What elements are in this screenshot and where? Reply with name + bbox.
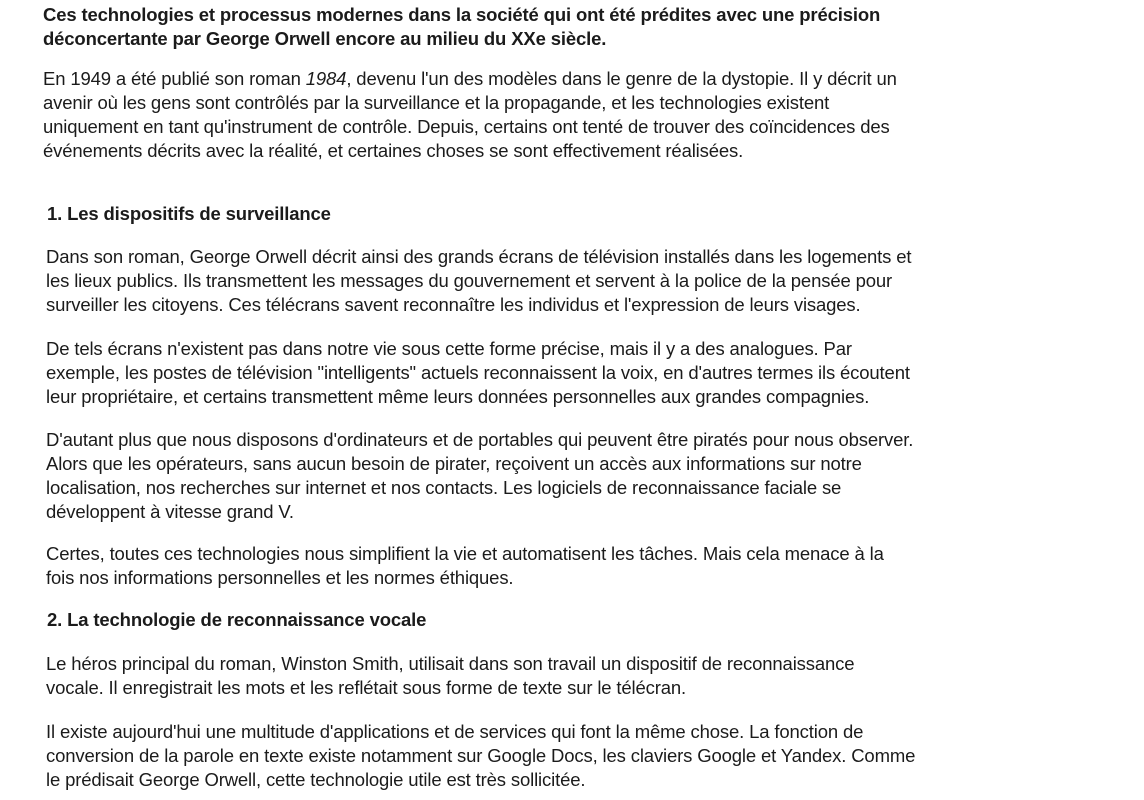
paragraph-line: le prédisait George Orwell, cette technologie utile est très sollicitée. <box>46 769 586 790</box>
intro-line: avenir où les gens sont contrôlés par la surveillance et la propagande, et les technologies existent <box>43 92 830 113</box>
section2-paragraph-1 <box>46 652 854 700</box>
paragraph-line: surveiller les citoyens. Ces télécrans savent reconnaître les individus et l'expression de leurs visages. <box>46 294 861 315</box>
paragraph-line: vocale. Il enregistrait les mots et les reflétait sous forme de texte sur le télécran. <box>46 677 687 698</box>
paragraph-line: exemple, les postes de télévision "intelligents" actuels reconnaissent la voix, en d'autres termes ils écoutent <box>46 362 910 383</box>
section1-paragraph-4 <box>46 542 884 590</box>
paragraph-line: De tels écrans n'existent pas dans notre vie sous cette forme précise, mais il y a des analogues. Par <box>46 338 852 359</box>
section2-heading: 2. La technologie de reconnaissance vocale <box>47 609 427 630</box>
paragraph-line: Dans son roman, George Orwell décrit ainsi des grands écrans de télévision installés dans les logements et <box>46 246 912 267</box>
section1-paragraph-1 <box>46 245 911 317</box>
paragraph-line: les lieux publics. Ils transmettent les messages du gouvernement et servent à la police de la pensée pour <box>46 270 893 291</box>
paragraph-line: Certes, toutes ces technologies nous simplifient la vie et automatisent les tâches. Mais cela menace à la <box>46 543 884 564</box>
intro-text: En 1949 a été publié son roman <box>43 68 306 89</box>
intro-line: uniquement en tant qu'instrument de contrôle. Depuis, certains ont tenté de trouver des coïncidences des <box>43 116 890 137</box>
lead-line: déconcertante par George Orwell encore au milieu du XXe siècle. <box>43 28 607 49</box>
paragraph-line: Il existe aujourd'hui une multitude d'applications et de services qui font la même chose. La fonction de <box>46 721 864 742</box>
intro-paragraph <box>43 67 897 163</box>
paragraph-line: conversion de la parole en texte existe notamment sur Google Docs, les claviers Google et Yandex. Comme <box>46 745 916 766</box>
section2-paragraph-2 <box>46 720 915 792</box>
section1-paragraph-3 <box>46 428 913 524</box>
paragraph-line: fois nos informations personnelles et les normes éthiques. <box>46 567 514 588</box>
novel-title: 1984 <box>305 68 347 89</box>
paragraph-line: développent à vitesse grand V. <box>46 501 294 522</box>
intro-line <box>43 67 897 91</box>
paragraph-line: Le héros principal du roman, Winston Smith, utilisait dans son travail un dispositif de reconnaissance <box>46 653 855 674</box>
paragraph-line: D'autant plus que nous disposons d'ordinateurs et de portables qui peuvent être piratés pour nous observer. <box>46 429 914 450</box>
paragraph-line: Alors que les opérateurs, sans aucun besoin de pirater, reçoivent un accès aux informations sur notre <box>46 453 862 474</box>
paragraph-line: localisation, nos recherches sur internet et nos contacts. Les logiciels de reconnaissance faciale se <box>46 477 842 498</box>
intro-line: événements décrits avec la réalité, et certaines choses se sont effectivement réalisées. <box>43 140 744 161</box>
section1-heading: 1. Les dispositifs de surveillance <box>47 203 331 224</box>
paragraph-line: leur propriétaire, et certains transmettent même leurs données personnelles aux grandes compagnies. <box>46 386 870 407</box>
section1-paragraph-2 <box>46 337 910 409</box>
intro-text: , devenu l'un des modèles dans le genre de la dystopie. Il y décrit un <box>346 68 897 89</box>
lead-line: Ces technologies et processus modernes dans la société qui ont été prédites avec une précision <box>43 4 881 25</box>
article-lead <box>43 3 943 51</box>
